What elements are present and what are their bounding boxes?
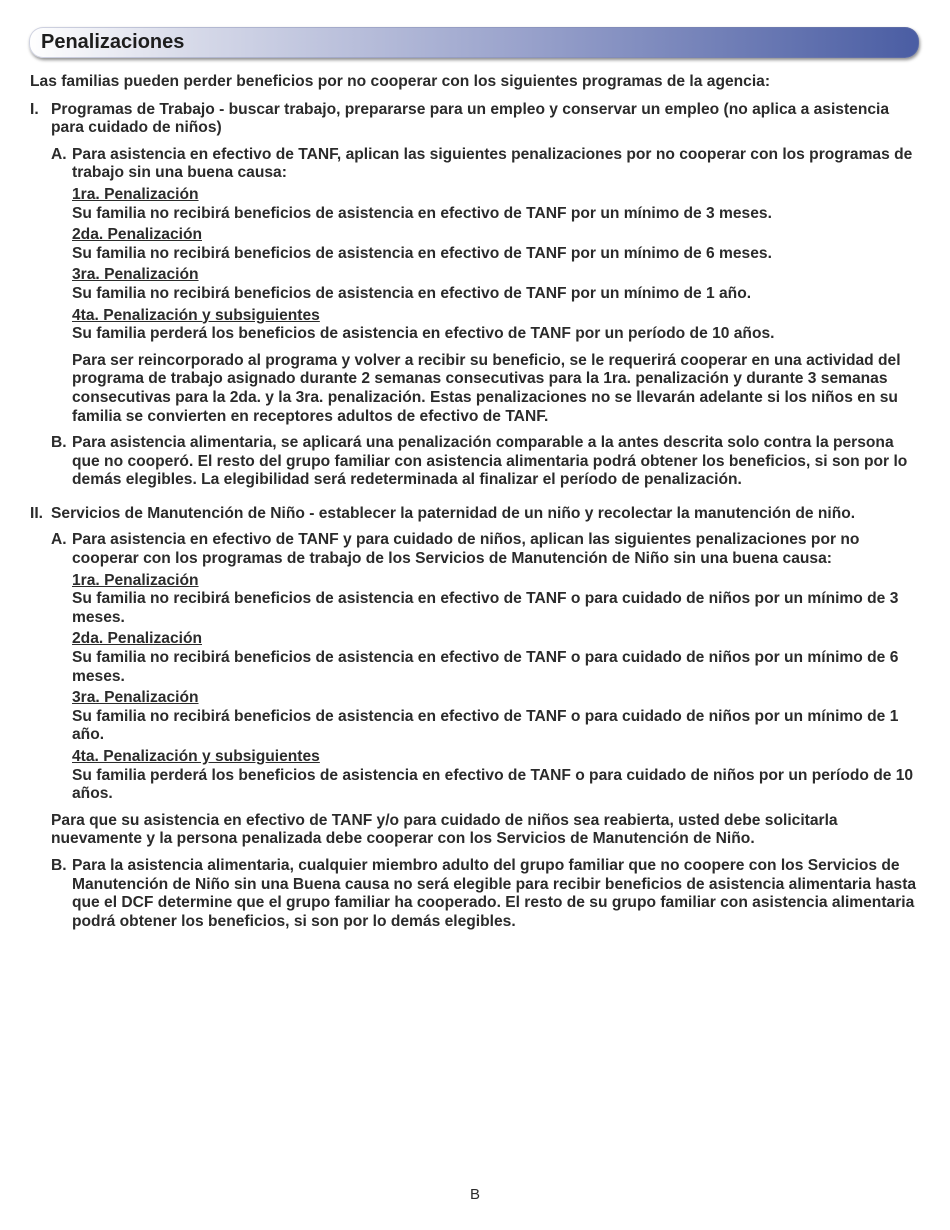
penalty-text: Su familia no recibirá beneficios de asistencia en efectivo de TANF por un mínimo de 1 año. [72, 284, 752, 302]
penalty-heading: 1ra. Penalización [72, 571, 199, 589]
penalty-item [72, 226, 920, 263]
penalty-heading: 3ra. Penalización [72, 266, 199, 284]
subsection-letter: A. [51, 145, 67, 163]
subsection-letter: A. [51, 531, 67, 549]
penalty-heading: 3ra. Penalización [72, 689, 199, 707]
subsection-tanf-cash [51, 146, 920, 426]
penalty-text: Su familia no recibirá beneficios de asistencia en efectivo de TANF o para cuidado de niños por un mínimo de 1 año. [72, 707, 899, 744]
section-title: Programas de Trabajo - buscar trabajo, prepararse para un empleo y conservar un empleo (no aplica a asistencia para cuidado de niños) [51, 100, 890, 137]
page-number: B [469, 1186, 480, 1203]
penalty-item [72, 186, 920, 223]
section-number: II. [30, 504, 43, 522]
section-header-bar [29, 27, 919, 58]
section-number: I. [30, 100, 39, 118]
subsection-text: Para asistencia alimentaria, se aplicará una penalización comparable a la antes descrita solo contra la persona que no cooperó. El resto del grupo familiar con asistencia alimentaria podrá obtener los beneficios, si son por lo demás elegibles. La elegibilidad será redeterminada al finalizar el período de penalización. [72, 434, 908, 489]
penalty-heading: 4ta. Penalización y subsiguientes [72, 306, 320, 324]
subsection-text: Para la asistencia alimentaria, cualquier miembro adulto del grupo familiar que no coopere con los Servicios de Manutención de Niño sin una Buena causa no será elegible para recibir beneficios de asistencia alimentaria hasta que el DCF determine que el grupo familiar ha cooperado. El resto de su grupo familiar con asistencia alimentaria podrá obtener los beneficios, si son por lo demás elegibles. [72, 856, 917, 930]
penalty-item [72, 266, 920, 303]
penalty-text: Su familia no recibirá beneficios de asistencia en efectivo de TANF o para cuidado de niños por un mínimo de 3 meses. [72, 590, 899, 626]
subsection-food-assistance [51, 857, 920, 931]
penalty-item [72, 748, 920, 804]
page-title: Penalizaciones [41, 31, 185, 53]
penalty-heading: 1ra. Penalización [72, 185, 199, 203]
penalty-item [72, 307, 920, 344]
subsection-food-assistance [51, 434, 920, 490]
penalty-heading: 2da. Penalización [72, 226, 202, 244]
section-work-programs [30, 101, 920, 490]
subsection-letter: B. [51, 856, 67, 874]
subsection-intro: Para asistencia en efectivo de TANF, aplican las siguientes penalizaciones por no cooperar con los programas de trabajo sin una buena causa: [72, 145, 913, 182]
subsection-intro: Para asistencia en efectivo de TANF y para cuidado de niños, aplican las siguientes penalizaciones por no cooperar con los programas de trabajo de los Servicios de Manutención de Niño sin una buena causa: [72, 531, 860, 568]
subsection-letter: B. [51, 434, 67, 452]
penalty-text: Su familia perderá los beneficios de asistencia en efectivo de TANF por un período de 10 años. [72, 325, 775, 343]
subsection-tanf-childcare [51, 531, 920, 803]
penalty-text: Su familia no recibirá beneficios de asistencia en efectivo de TANF o para cuidado de niños por un mínimo de 6 meses. [72, 649, 899, 685]
penalty-item [72, 630, 920, 686]
penalty-text: Su familia no recibirá beneficios de asistencia en efectivo de TANF por un mínimo de 3 meses. [72, 204, 772, 222]
penalty-item [72, 572, 920, 628]
section-child-support [30, 505, 920, 931]
reopen-note: Para que su asistencia en efectivo de TANF y/o para cuidado de niños sea reabierta, usted debe solicitarla nuevamente y la persona penalizada debe cooperar con los Servicios de Manutención de Niño. [51, 811, 838, 848]
penalty-text: Su familia perderá los beneficios de asistencia en efectivo de TANF o para cuidado de niños por un período de 10 años. [72, 766, 914, 803]
penalty-item [72, 689, 920, 745]
penalty-heading: 2da. Penalización [72, 630, 202, 648]
penalty-text: Su familia no recibirá beneficios de asistencia en efectivo de TANF por un mínimo de 6 meses. [72, 244, 772, 262]
section-title: Servicios de Manutención de Niño - establecer la paternidad de un niño y recolectar la manutención de niño. [51, 504, 856, 522]
intro-paragraph: Las familias pueden perder beneficios por no cooperar con los siguientes programas de la agencia: [30, 73, 771, 90]
document-body [30, 73, 920, 931]
reinstatement-note: Para ser reincorporado al programa y volver a recibir su beneficio, se le requerirá cooperar en una actividad del programa de trabajo asignado durante 2 semanas consecutivas para la 1ra. penalización y durante 3 semanas consecutivas para la 2da. y la 3ra. penalización. Estas penalizaciones no se llevarán adelante si los niños en su familia se convierten en receptores adultos de efectivo de TANF. [72, 351, 901, 425]
penalty-heading: 4ta. Penalización y subsiguientes [72, 748, 320, 765]
